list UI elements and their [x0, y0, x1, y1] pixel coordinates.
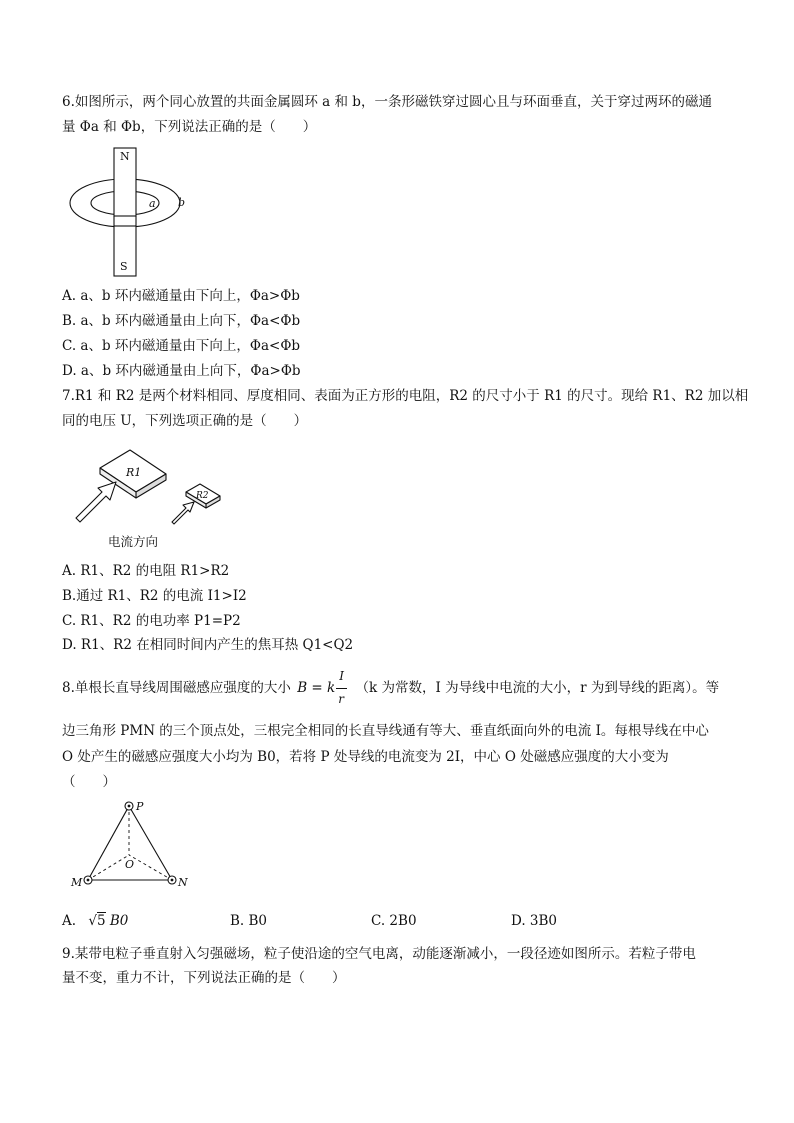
q9-stem-line1: 9.某带电粒子垂直射入匀强磁场，粒子使沿途的空气电离，动能逐渐减小，一段径迹如图所示。若粒子带电 — [62, 946, 696, 962]
q8-stem-line1-pre: 8.单根长直导线周围磁感应强度的大小 — [62, 680, 291, 696]
q7-resistors-figure — [72, 448, 232, 554]
q7-option-d: D. R1、R2 在相同时间内产生的焦耳热 Q1<Q2 — [62, 637, 354, 653]
dashed-line-no — [129, 855, 172, 880]
q8-formula-numerator: I — [339, 669, 344, 683]
q8-stem-line4: （ ） — [62, 774, 116, 790]
wire-n-marker — [168, 876, 176, 884]
dashed-line-mo — [88, 855, 129, 880]
q8-stem-line1 — [62, 669, 720, 706]
triangle-side-pm — [88, 806, 129, 880]
ring-b-label: b — [178, 196, 186, 209]
q8-formula-denominator: r — [338, 692, 344, 706]
q8-stem-line3: O 处产生的磁感应强度大小均为 B0，若将 P 处导线的电流变为 2I，中心 O 处磁感应强度的大小变为 — [62, 749, 669, 765]
q8-formula-lhs: B = k — [297, 680, 336, 696]
q6-option-d: D. a、b 环内磁通量由上向下，Φa>Φb — [62, 363, 301, 379]
q7-option-c: C. R1、R2 的电功率 P1=P2 — [62, 613, 241, 629]
magnet-north-label: N — [120, 150, 130, 163]
magnet-south-label: S — [120, 260, 128, 273]
q8-option-d: D. 3B0 — [511, 913, 558, 929]
r2-label: R2 — [196, 491, 209, 501]
q7-option-b: B.通过 R1、R2 的电流 I1>I2 — [62, 588, 247, 604]
q8-option-a-suffix: B0 — [105, 913, 129, 929]
wire-m-marker — [84, 876, 92, 884]
vertex-m-label: M — [71, 876, 83, 889]
q7-stem-line1: 7.R1 和 R2 是两个材料相同、厚度相同、表面为正方形的电阻，R2 的尺寸小于 R1 的尺寸。现给 R1、R2 加以相 — [62, 388, 749, 404]
q8-option-a-sqrt-sign: √ — [88, 913, 97, 929]
q8-triangle-figure — [68, 798, 198, 894]
q8-option-c: C. 2B0 — [371, 913, 417, 929]
q6-magnet-rings-figure — [68, 146, 198, 278]
current-direction-caption: 电流方向 — [108, 534, 159, 549]
q7-stem-line2: 同的电压 U，下列选项正确的是（ ） — [62, 413, 308, 429]
big-current-arrow — [76, 482, 116, 522]
center-o-label: O — [125, 858, 135, 871]
small-current-arrow — [172, 502, 194, 524]
q6-stem-line1: 6.如图所示，两个同心放置的共面金属圆环 a 和 b，一条形磁铁穿过圆心且与环面垂直，关于穿过两环的磁通 — [62, 94, 712, 110]
q6-stem-line2: 量 Φa 和 Φb，下列说法正确的是（ ） — [62, 119, 317, 135]
q8-option-b: B. B0 — [230, 913, 268, 929]
q8-stem-line1-post: （k 为常数，I 为导线中电流的大小，r 为到导线的距离）。等 — [355, 680, 720, 696]
q7-option-a: A. R1、R2 的电阻 R1>R2 — [62, 563, 230, 579]
r1-label: R1 — [126, 466, 142, 479]
ring-a-label: a — [149, 197, 156, 210]
q8-stem-line2: 边三角形 PMN 的三个顶点处，三根完全相同的长直导线通有等大、垂直纸面向外的电流 I。每根导线在中心 — [62, 723, 709, 739]
triangle-side-pn — [129, 806, 172, 880]
q8-option-a-prefix: A. — [62, 913, 77, 929]
wire-p-marker — [125, 802, 133, 810]
q6-option-b: B. a、b 环内磁通量由上向下，Φa<Φb — [62, 313, 301, 329]
q8-option-a — [62, 911, 128, 931]
q8-option-a-radicand: 5 — [96, 913, 106, 929]
q8-formula — [295, 669, 351, 706]
q6-option-c: C. a、b 环内磁通量由下向上，Φa<Φb — [62, 338, 301, 354]
vertex-n-label: N — [178, 876, 188, 889]
q9-stem-line2: 量不变，重力不计，下列说法正确的是（ ） — [62, 970, 346, 986]
vertex-p-label: P — [136, 800, 144, 813]
q6-option-a: A. a、b 环内磁通量由下向上，Φa>Φb — [62, 288, 300, 304]
